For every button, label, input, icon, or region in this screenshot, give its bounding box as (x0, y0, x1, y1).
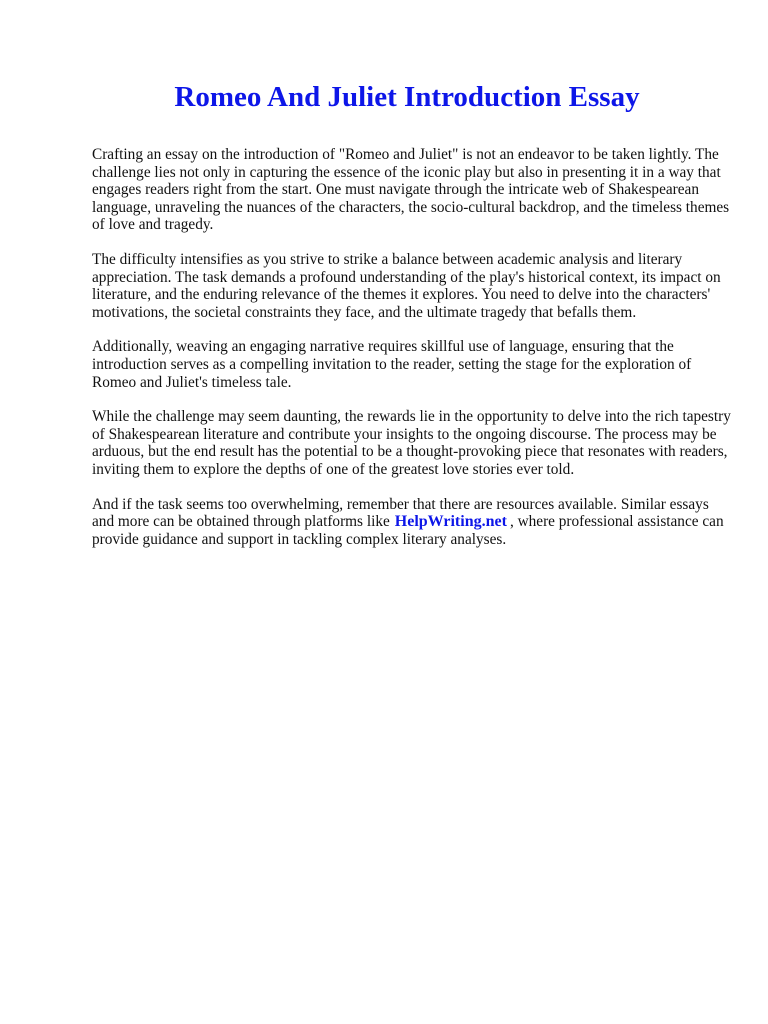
paragraph-5-text-before-link: And if the task seems too overwhelming, remember that there are resources available. Similar essays and more can be obtained through platforms like (92, 495, 709, 531)
helpwriting-link[interactable]: HelpWriting.net (394, 513, 507, 531)
paragraph-2: The difficulty intensifies as you strive to strike a balance between academic analysis and literary appreciation. The task demands a profound understanding of the play's historical context, its impact on literature, and the enduring relevance of the themes it explores. You need to delve into the characters' motivations, the societal constraints they face, and the ultimate tragedy that befalls them. (92, 250, 721, 321)
paragraph-4: While the challenge may seem daunting, the rewards lie in the opportunity to delve into the rich tapestry of Shakespearean literature and contribute your insights to the ongoing discourse. The process may be arduous, but the end result has the potential to be a thought-provoking piece that resonates with readers, inviting them to explore the depths of one of the greatest love stories ever told. (92, 408, 731, 478)
paragraph-5 (92, 496, 732, 549)
paragraph-5-text-after-link: , where professional assistance can provide guidance and support in tackling complex literary analyses. (92, 513, 724, 548)
paragraph-1: Crafting an essay on the introduction of "Romeo and Juliet" is not an endeavor to be taken lightly. The challenge lies not only in capturing the essence of the iconic play but also in presenting it in a way that engages readers right from the start. One must navigate through the intricate web of Shakespearean language, unraveling the nuances of the characters, the socio-cultural backdrop, and the timeless themes of love and tragedy. (92, 146, 730, 234)
paragraph-3: Additionally, weaving an engaging narrative requires skillful use of language, ensuring that the introduction serves as a compelling invitation to the reader, setting the stage for the exploration of Romeo and Juliet's timeless tale. (92, 338, 692, 391)
essay-body (92, 146, 732, 565)
document-title: Romeo And Juliet Introduction Essay (174, 81, 640, 113)
